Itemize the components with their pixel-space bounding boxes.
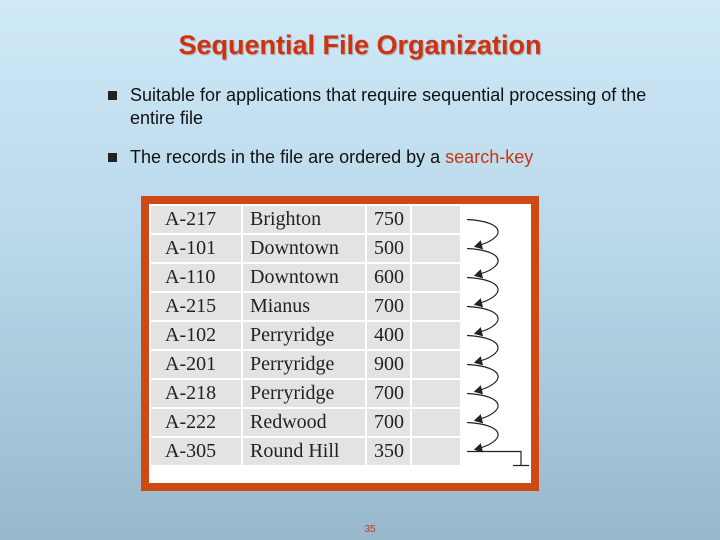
account-number-cell: A-218 [151,380,241,407]
record-pointer-arrow [467,220,498,247]
record-pointer-arrow [467,336,498,363]
branch-name-cell: Round Hill [243,438,365,465]
account-number-cell: A-222 [151,409,241,436]
account-number-cell: A-110 [151,264,241,291]
bullet-text: The records in the file are ordered by a [130,147,446,167]
search-key-term: search-key [445,147,534,167]
branch-name-cell: Perryridge [243,322,365,349]
record-pointer-arrow [467,365,498,392]
slide-title: Sequential File Organization [178,30,542,60]
balance-cell: 400 [367,322,410,349]
branch-name-cell: Mianus [243,293,365,320]
sequential-file-figure [141,196,539,491]
figure-canvas [149,204,531,483]
balance-cell: 500 [367,235,410,262]
branch-name-cell: Downtown [243,235,365,262]
null-pointer-terminator [467,452,529,466]
bullet-list [106,84,666,169]
branch-name-cell: Perryridge [243,380,365,407]
account-number-cell: A-215 [151,293,241,320]
square-bullet-icon [108,91,117,100]
balance-cell: 350 [367,438,410,465]
pointer-chain [149,204,531,483]
record-pointer-arrow [467,249,498,276]
balance-cell: 700 [367,293,410,320]
page-number: 35 [364,524,376,535]
record-pointer-arrow [467,307,498,334]
account-number-cell: A-305 [151,438,241,465]
balance-cell: 700 [367,409,410,436]
record-pointer-arrow [467,278,498,305]
account-number-cell: A-201 [151,351,241,378]
account-number-cell: A-101 [151,235,241,262]
branch-name-cell: Downtown [243,264,365,291]
branch-name-cell: Redwood [243,409,365,436]
bullet-text: Suitable for applications that require sequential processing of the entire file [130,85,647,128]
account-number-cell: A-102 [151,322,241,349]
balance-cell: 600 [367,264,410,291]
bullet-item [106,146,666,169]
bullet-item [106,84,666,130]
square-bullet-icon [108,153,117,162]
balance-cell: 900 [367,351,410,378]
balance-cell: 700 [367,380,410,407]
balance-cell: 750 [367,206,410,233]
record-pointer-arrow [467,394,498,421]
account-number-cell: A-217 [151,206,241,233]
branch-name-cell: Perryridge [243,351,365,378]
record-pointer-arrow [467,423,498,450]
branch-name-cell: Brighton [243,206,365,233]
